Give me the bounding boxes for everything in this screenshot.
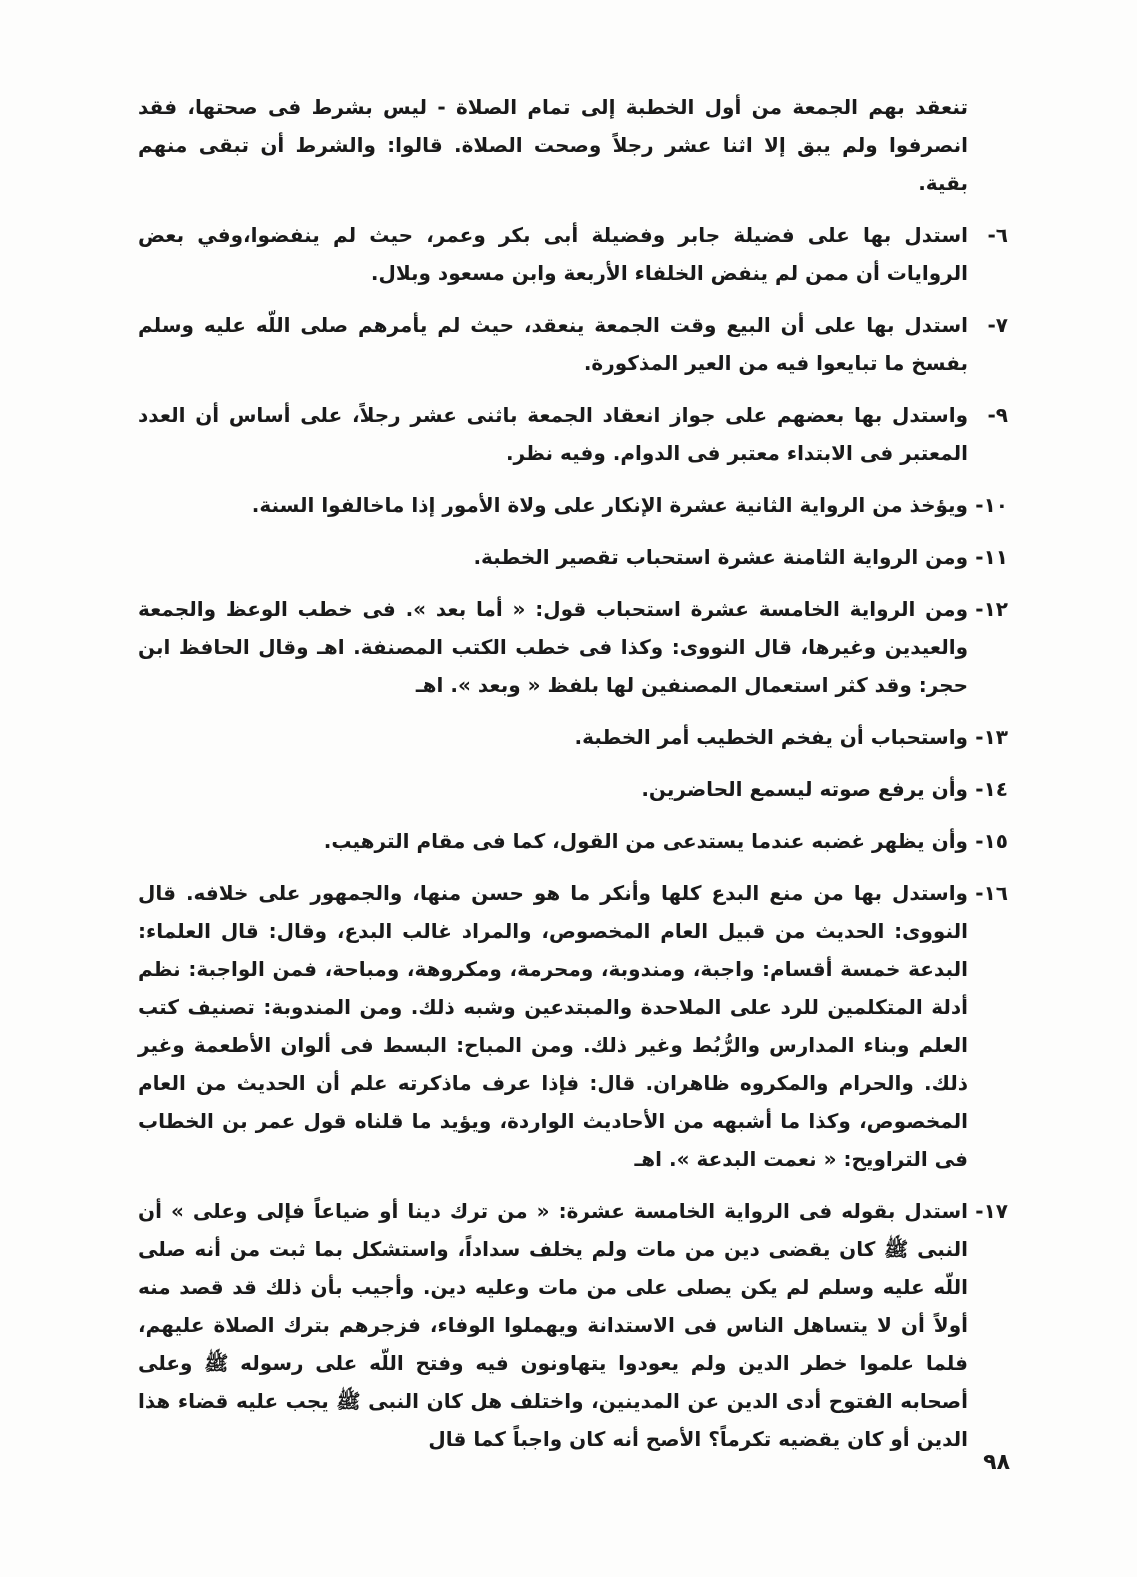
- item-number: ١٥-: [975, 829, 1008, 853]
- list-item-15: [138, 822, 1008, 860]
- item-number: ١٤-: [975, 777, 1008, 801]
- item-text: وأن يظهر غضبه عندما يستدعى من القول، كما فى مقام الترهيب.: [323, 829, 968, 853]
- item-text: استدل بها على فضيلة جابر وفضيلة أبى بكر وعمر، حيث لم ينفضوا،وفي بعض الروايات أن ممن لم ينفض الخلفاء الأربعة وابن مسعود وبلال.: [138, 223, 968, 285]
- item-text: وأن يرفع صوته ليسمع الحاضرين.: [641, 777, 968, 801]
- item-text: استدل بقوله فى الرواية الخامسة عشرة: « من ترك دينا أو ضياعاً فإلى وعلى » أن النبى ﷺ كان يقضى دين من مات ولم يخلف سداداً، واستشكل بما ثبت من أنه صلى اللّه عليه وسلم لم يكن يصلى على من مات وعليه دين. وأجيب بأن ذلك قد قصد منه أولاً أن لا يتساهل الناس فى الاستدانة ويهملوا الوفاء، فزجرهم بترك الصلاة عليهم، فلما علموا خطر الدين ولم يعودوا يتهاونون فيه وفتح اللّه على رسوله ﷺ وعلى أصحابه الفتوح أدى الدين عن المدينين، واختلف هل كان النبى ﷺ يجب عليه قضاء هذا الدين أو كان يقضيه تكرماً؟ الأصح أنه كان واجباً كما قال: [138, 1199, 968, 1451]
- page-body: [138, 88, 1008, 1472]
- item-text: ومن الرواية الخامسة عشرة استحباب قول: « أما بعد ». فى خطب الوعظ والجمعة والعيدين وغيرها، قال النووى: وكذا فى خطب الكتب المصنفة. اهـ وقال الحافظ ابن حجر: وقد كثر استعمال المصنفين لها بلفظ « وبعد ». اهـ: [138, 597, 968, 697]
- item-text: استدل بها على أن البيع وقت الجمعة ينعقد، حيث لم يأمرهم صلى اللّه عليه وسلم بفسخ ما تبايعوا فيه من العير المذكورة.: [138, 313, 968, 375]
- item-text: واستحباب أن يفخم الخطيب أمر الخطبة.: [574, 725, 968, 749]
- item-number: ٦-: [987, 223, 1008, 247]
- item-number: ٧-: [987, 313, 1008, 337]
- list-item-12: [138, 590, 1008, 704]
- list-item-7: [138, 306, 1008, 382]
- list-item-9: [138, 396, 1008, 472]
- item-number: ١٦-: [975, 881, 1008, 905]
- item-number: ١٠-: [975, 493, 1008, 517]
- item-text: ومن الرواية الثامنة عشرة استحباب تقصير الخطبة.: [473, 545, 968, 569]
- list-item-16: [138, 874, 1008, 1178]
- list-item-11: [138, 538, 1008, 576]
- item-number: ١٣-: [975, 725, 1008, 749]
- list-item-17: [138, 1192, 1008, 1458]
- page-number: ٩٨: [983, 1450, 1010, 1475]
- list-item-14: [138, 770, 1008, 808]
- item-number: ١٧-: [975, 1199, 1008, 1223]
- list-item-10: [138, 486, 1008, 524]
- item-number: ٩-: [987, 403, 1008, 427]
- item-number: ١٢-: [975, 597, 1008, 621]
- list-item-6: [138, 216, 1008, 292]
- item-text: ويؤخذ من الرواية الثانية عشرة الإنكار على ولاة الأمور إذا ماخالفوا السنة.: [251, 493, 968, 517]
- intro-paragraph: تنعقد بهم الجمعة من أول الخطبة إلى تمام الصلاة - ليس بشرط فى صحتها، فقد انصرفوا ولم يبق إلا اثنا عشر رجلاً وصحت الصلاة. قالوا: والشرط أن تبقى منهم بقية.: [138, 95, 968, 195]
- item-text: واستدل بها بعضهم على جواز انعقاد الجمعة باثنى عشر رجلاً، على أساس أن العدد المعتبر فى الابتداء معتبر فى الدوام. وفيه نظر.: [138, 403, 968, 465]
- item-number: ١١-: [975, 545, 1008, 569]
- item-text: واستدل بها من منع البدع كلها وأنكر ما هو حسن منها، والجمهور على خلافه. قال النووى: الحديث من قبيل العام المخصوص، والمراد غالب البدع، وقال: قال العلماء: البدعة خمسة أقسام: واجبة، ومندوبة، ومحرمة، ومكروهة، ومباحة، فمن الواجبة: نظم أدلة المتكلمين للرد على الملاحدة والمبتدعين وشبه ذلك. ومن المندوبة: تصنيف كتب العلم وبناء المدارس والرُّبُط وغير ذلك. ومن المباح: البسط فى ألوان الأطعمة وغير ذلك. والحرام والمكروه ظاهران. قال: فإذا عرف ماذكرته علم أن الحديث من العام المخصوص، وكذا ما أشبهه من الأحاديث الواردة، ويؤيد ما قلناه قول عمر بن الخطاب فى التراويح: « نعمت البدعة ». اهـ: [138, 881, 968, 1171]
- list-item-13: [138, 718, 1008, 756]
